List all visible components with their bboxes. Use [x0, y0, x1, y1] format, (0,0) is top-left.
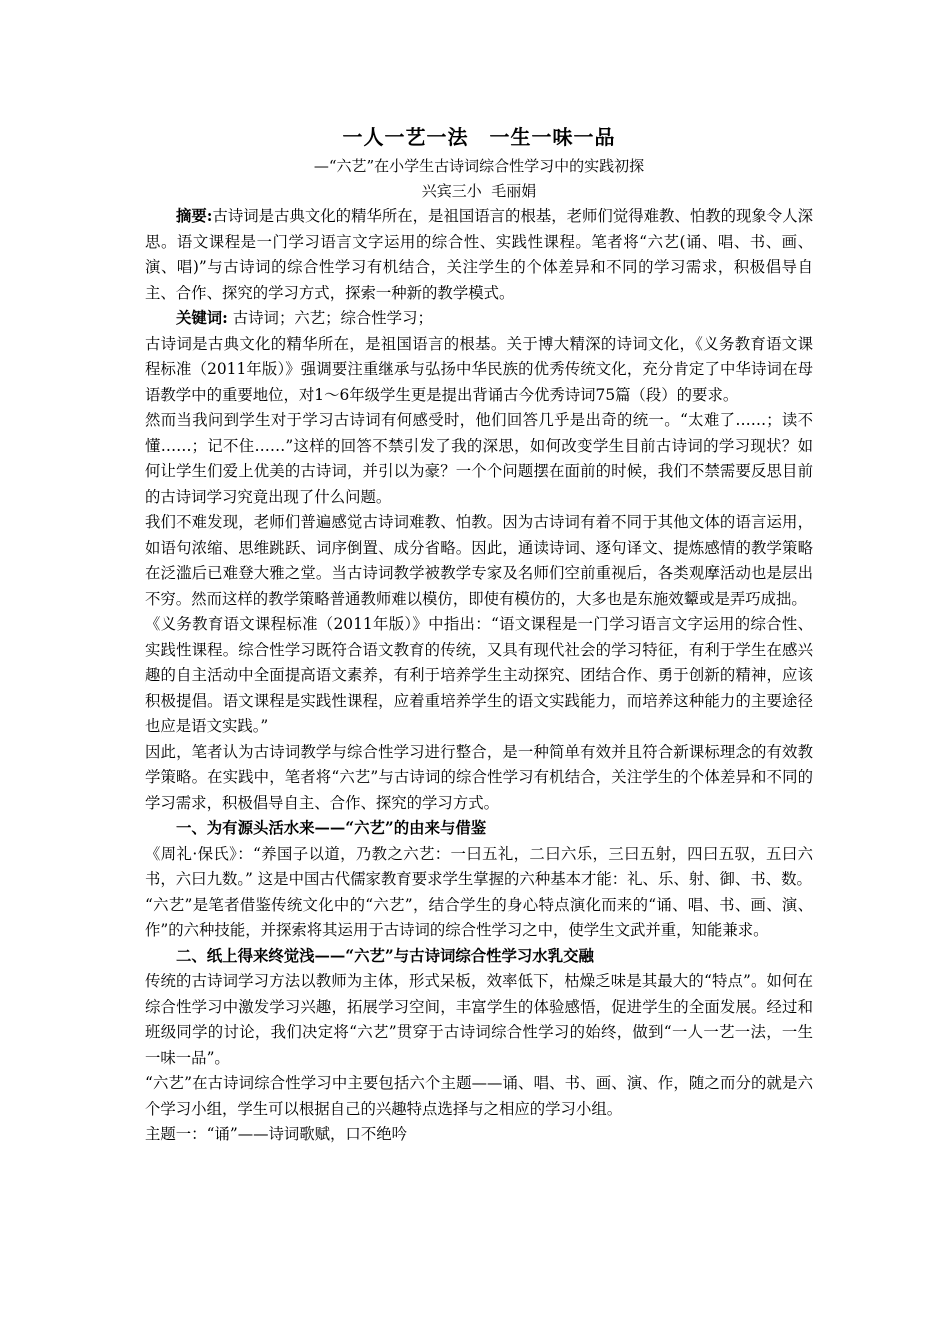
- body-paragraph-9: “六艺”在古诗词综合性学习中主要包括六个主题——诵、唱、书、画、演、作，随之而分的就是六个学习小组，学生可以根据自己的兴趣特点选择与之相应的学习小组。: [145, 1074, 813, 1118]
- document-title: 一人一艺一法 一生一味一品: [342, 125, 616, 149]
- body-paragraph-5: 因此，笔者认为古诗词教学与综合性学习进行整合，是一种简单有效并且符合新课标理念的有效教学策略。在实践中，笔者将“六艺”与古诗词的综合性学习有机结合，关注学生的个体差异和不同的学习需求，积极倡导自主、合作、探究的学习方式。: [145, 742, 813, 812]
- keywords-paragraph: [145, 306, 813, 332]
- section-heading-2: 二、纸上得来终觉浅——“六艺”与古诗词综合性学习水乳交融: [176, 946, 594, 965]
- document-subtitle: —“六艺”在小学生古诗词综合性学习中的实践初探: [313, 157, 645, 175]
- body-paragraph-3: 我们不难发现，老师们普遍感觉古诗词难教、怕教。因为古诗词有着不同于其他文体的语言运用，如语句浓缩、思维跳跃、词序倒置、成分省略。因此，通读诗词、逐句译文、提炼感情的教学策略在泛滥后已难登大雅之堂。当古诗词教学被教学专家及名师们空前重视后，各类观摩活动也是层出不穷。然而这样的教学策略普通教师难以模仿，即使有模仿的，大多也是东施效颦或是弄巧成拙。: [145, 513, 813, 608]
- abstract-text: 古诗词是古典文化的精华所在，是祖国语言的根基，老师们觉得难教、怕教的现象令人深思。语文课程是一门学习语言文字运用的综合性、实践性课程。笔者将“六艺(诵、唱、书、画、演、唱)”与古诗词的综合性学习有机结合，关注学生的个体差异和不同的学习需求，积极倡导自主、合作、探究的学习方式，探索一种新的教学模式。: [145, 207, 813, 302]
- body-paragraph-10: 主题一：“诵”——诗词歌赋，口不绝吟: [145, 1125, 407, 1143]
- body-paragraph-8: 传统的古诗词学习方法以教师为主体，形式呆板，效率低下，枯燥乏味是其最大的“特点”。如何在综合性学习中激发学习兴趣，拓展学习空间，丰富学生的体验感悟，促进学生的全面发展。经过和班级同学的讨论，我们决定将“六艺”贯穿于古诗词综合性学习的始终，做到“一人一艺一法，一生一味一品”。: [145, 972, 813, 1067]
- body-paragraph-4: 《义务教育语文课程标准（2011年版）》中指出：“语文课程是一门学习语言文字运用的综合性、实践性课程。综合性学习既符合语文教育的传统，又具有现代社会的学习特征，有利于学生在感兴趣的自主活动中全面提高语文素养，有利于培养学生主动探究、团结合作、勇于创新的精神，应该积极提倡。语文课程是实践性课程，应着重培养学生的语文实践能力，而培养这种能力的主要途径也应是语文实践。”: [145, 615, 813, 735]
- keywords-text: 古诗词；六艺；综合性学习；: [232, 309, 433, 327]
- section-heading-1: 一、为有源头活水来——“六艺”的由来与借鉴: [176, 819, 487, 837]
- abstract-label: 摘要:: [176, 207, 213, 225]
- body-paragraph-1: 古诗词是古典文化的精华所在，是祖国语言的根基。关于博大精深的诗词文化，《义务教育语文课程标准（2011年版）》强调要注重继承与弘扬中华民族的优秀传统文化，充分肯定了中华诗词在母语教学中的重要地位，对1～6年级学生更是提出背诵古今优秀诗词75篇（段）的要求。: [145, 334, 813, 404]
- document-page: [145, 120, 813, 1148]
- body-paragraph-6: 《周礼·保氏》：“养国子以道，乃教之六艺：一曰五礼，二曰六乐，三曰五射，四曰五驭，五曰六书，六曰九数。” 这是中国古代儒家教育要求学生掌握的六种基本才能：礼、乐、射、御、书、数。: [145, 844, 813, 888]
- document-author: 兴宾三小 毛丽娟: [421, 182, 537, 200]
- body-paragraph-2: 然而当我问到学生对于学习古诗词有何感受时，他们回答几乎是出奇的统一。“太难了……；读不懂……；记不住……”这样的回答不禁引发了我的深思，如何改变学生目前古诗词的学习现状？如何让学生们爱上优美的古诗词，并引以为豪？一个个问题摆在面前的时候，我们不禁需要反思目前的古诗词学习究竟出现了什么问题。: [145, 411, 813, 506]
- body-paragraph-7: “六艺”是笔者借鉴传统文化中的“六艺”，结合学生的身心特点演化而来的“诵、唱、书、画、演、作”的六种技能，并探索将其运用于古诗词的综合性学习之中，使学生文武并重，知能兼求。: [145, 895, 813, 939]
- keywords-label: 关键词:: [176, 309, 228, 327]
- abstract-paragraph: [145, 204, 813, 306]
